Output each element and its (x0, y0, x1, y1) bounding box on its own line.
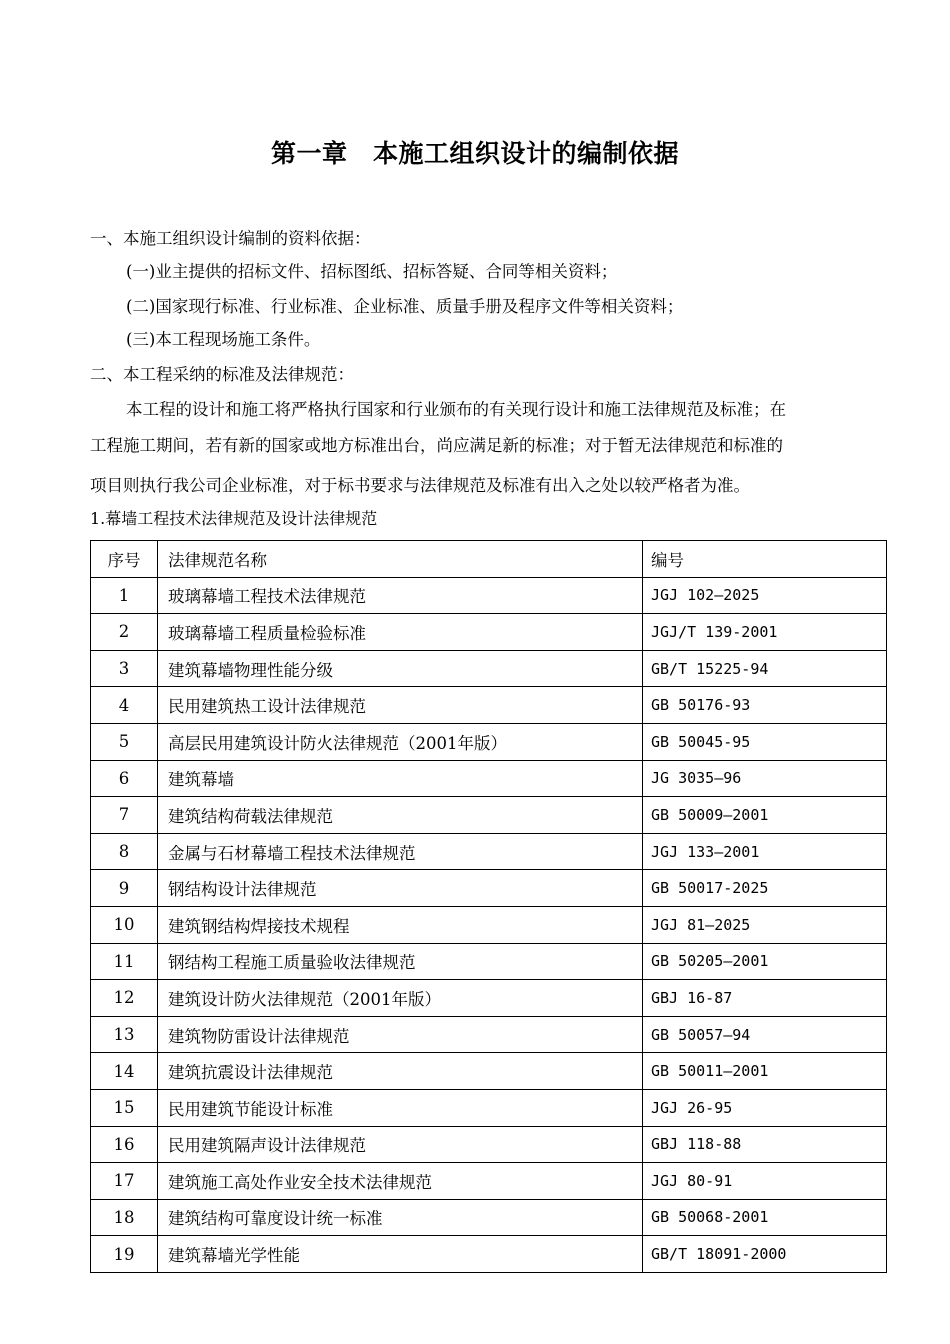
row-number-cell: 3 (91, 650, 158, 687)
list-item: (一)业主提供的招标文件、招标图纸、招标答疑、合同等相关资料； (126, 262, 618, 281)
standard-name-cell: 建筑幕墙 (158, 760, 643, 797)
table-row (91, 980, 887, 1017)
table-body (91, 577, 887, 1272)
column-header-code: 编号 (643, 541, 887, 578)
standard-name-cell: 建筑结构可靠度设计统一标准 (158, 1199, 643, 1236)
row-number-cell: 13 (91, 1016, 158, 1053)
standard-code-cell: GB 50045-95 (643, 723, 887, 760)
row-number-cell: 7 (91, 797, 158, 834)
standard-name-cell: 建筑物防雷设计法律规范 (158, 1016, 643, 1053)
list-item: (三)本工程现场施工条件。 (126, 330, 321, 349)
row-number-cell: 4 (91, 687, 158, 724)
table-row (91, 687, 887, 724)
row-number-cell: 14 (91, 1053, 158, 1090)
table-row (91, 1236, 887, 1273)
standard-code-cell: GB 50011—2001 (643, 1053, 887, 1090)
standard-code-cell: JGJ 81—2025 (643, 906, 887, 943)
table-caption: 1.幕墙工程技术法律规范及设计法律规范 (90, 509, 378, 528)
standard-name-cell: 建筑设计防火法律规范（2001年版） (158, 980, 643, 1017)
standard-code-cell: GB/T 18091-2000 (643, 1236, 887, 1273)
table-row (91, 723, 887, 760)
row-number-cell: 2 (91, 614, 158, 651)
table-row (91, 1126, 887, 1163)
row-number-cell: 10 (91, 906, 158, 943)
paragraph-line: 项目则执行我公司企业标准，对于标书要求与法律规范及标准有出入之处以较严格者为准。 (90, 476, 750, 495)
standard-code-cell: JGJ 26-95 (643, 1089, 887, 1126)
standard-code-cell: GB 50009—2001 (643, 797, 887, 834)
standard-name-cell: 民用建筑节能设计标准 (158, 1089, 643, 1126)
table-row (91, 870, 887, 907)
standard-code-cell: JGJ 133—2001 (643, 833, 887, 870)
standard-code-cell: GB 50205—2001 (643, 943, 887, 980)
standard-code-cell: JGJ 80-91 (643, 1163, 887, 1200)
table-header-row (91, 541, 887, 578)
row-number-cell: 11 (91, 943, 158, 980)
row-number-cell: 8 (91, 833, 158, 870)
section-heading-standards: 二、本工程采纳的标准及法律规范： (90, 365, 354, 384)
column-header-name: 法律规范名称 (158, 541, 643, 578)
row-number-cell: 18 (91, 1199, 158, 1236)
row-number-cell: 12 (91, 980, 158, 1017)
row-number-cell: 16 (91, 1126, 158, 1163)
standard-code-cell: GB 50057—94 (643, 1016, 887, 1053)
row-number-cell: 1 (91, 577, 158, 614)
standards-table (90, 540, 887, 1273)
table-row (91, 833, 887, 870)
standard-name-cell: 建筑幕墙物理性能分级 (158, 650, 643, 687)
list-item: (二)国家现行标准、行业标准、企业标准、质量手册及程序文件等相关资料； (126, 297, 684, 316)
standard-name-cell: 钢结构工程施工质量验收法律规范 (158, 943, 643, 980)
section-heading-data-basis: 一、本施工组织设计编制的资料依据： (90, 229, 371, 248)
standard-code-cell: JGJ/T 139-2001 (643, 614, 887, 651)
table-row (91, 1016, 887, 1053)
table-row (91, 943, 887, 980)
standard-name-cell: 建筑施工高处作业安全技术法律规范 (158, 1163, 643, 1200)
row-number-cell: 9 (91, 870, 158, 907)
row-number-cell: 17 (91, 1163, 158, 1200)
table-row (91, 760, 887, 797)
standard-name-cell: 民用建筑热工设计法律规范 (158, 687, 643, 724)
table-row (91, 1199, 887, 1236)
column-header-number: 序号 (91, 541, 158, 578)
standard-name-cell: 高层民用建筑设计防火法律规范（2001年版） (158, 723, 643, 760)
standard-code-cell: GB 50017-2025 (643, 870, 887, 907)
table-row (91, 1089, 887, 1126)
chapter-title: 第一章 本施工组织设计的编制依据 (270, 139, 679, 168)
standard-name-cell: 民用建筑隔声设计法律规范 (158, 1126, 643, 1163)
standard-name-cell: 建筑钢结构焊接技术规程 (158, 906, 643, 943)
standard-name-cell: 建筑幕墙光学性能 (158, 1236, 643, 1273)
table-row (91, 797, 887, 834)
table-row (91, 1163, 887, 1200)
row-number-cell: 19 (91, 1236, 158, 1273)
table-row (91, 906, 887, 943)
table-row (91, 614, 887, 651)
standard-code-cell: GB 50176-93 (643, 687, 887, 724)
table-row (91, 650, 887, 687)
standard-name-cell: 玻璃幕墙工程质量检验标准 (158, 614, 643, 651)
paragraph-line: 工程施工期间，若有新的国家或地方标准出台，尚应满足新的标准；对于暂无法律规范和标准的 (90, 436, 783, 455)
standard-name-cell: 金属与石材幕墙工程技术法律规范 (158, 833, 643, 870)
standard-code-cell: GB 50068-2001 (643, 1199, 887, 1236)
standard-name-cell: 钢结构设计法律规范 (158, 870, 643, 907)
row-number-cell: 6 (91, 760, 158, 797)
standard-code-cell: JG 3035—96 (643, 760, 887, 797)
table-row (91, 1053, 887, 1090)
row-number-cell: 15 (91, 1089, 158, 1126)
standard-code-cell: GB/T 15225-94 (643, 650, 887, 687)
standard-name-cell: 建筑抗震设计法律规范 (158, 1053, 643, 1090)
standard-code-cell: JGJ 102—2025 (643, 577, 887, 614)
standard-code-cell: GBJ 118-88 (643, 1126, 887, 1163)
row-number-cell: 5 (91, 723, 158, 760)
table-row (91, 577, 887, 614)
standard-name-cell: 建筑结构荷载法律规范 (158, 797, 643, 834)
standard-name-cell: 玻璃幕墙工程技术法律规范 (158, 577, 643, 614)
standard-code-cell: GBJ 16-87 (643, 980, 887, 1017)
paragraph-line: 本工程的设计和施工将严格执行国家和行业颁布的有关现行设计和施工法律规范及标准；在 (126, 400, 786, 419)
